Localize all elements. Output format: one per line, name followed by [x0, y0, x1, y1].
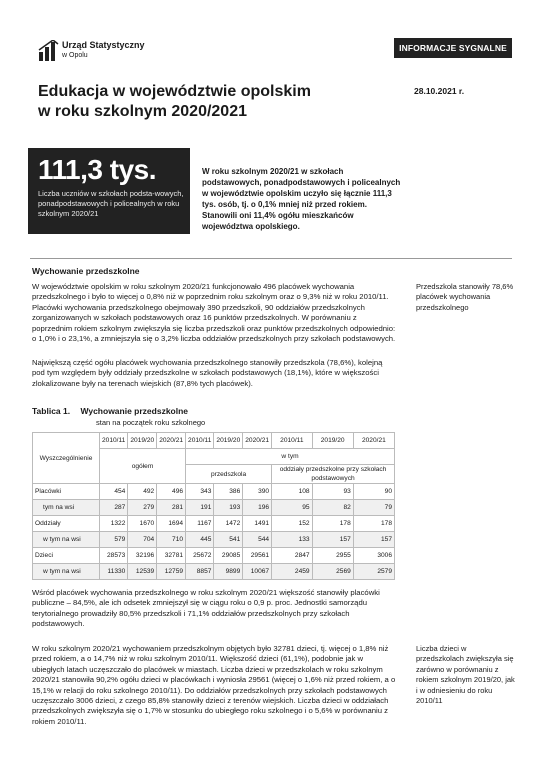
table-cell: 2847	[272, 548, 313, 564]
table-cell: 25672	[186, 548, 214, 564]
lead-summary: W roku szkolnym 2020/21 w szkołach podstawowych, ponadpodstawowych i policealnych w województwie opolskim uczyło się łącznie 111,3 tys. osób, tj. o 0,1% mniej niż przed rokiem. Stanowili oni 11,4% ogółu mieszkańców województwa opolskiego.	[202, 167, 401, 231]
title-line-1: Edukacja w województwie opolskim	[38, 83, 311, 100]
table-cell: 152	[272, 516, 313, 532]
table-cell: 12759	[157, 564, 186, 580]
table-cell: 1694	[157, 516, 186, 532]
table-cell: 8857	[186, 564, 214, 580]
row-label: tym na wsi	[33, 500, 100, 516]
row-label: w tym na wsi	[33, 564, 100, 580]
table-cell: 9899	[214, 564, 243, 580]
table-cell: 191	[186, 500, 214, 516]
year-header: 2010/11	[100, 433, 128, 449]
year-header: 2019/20	[214, 433, 243, 449]
year-header: 2010/11	[186, 433, 214, 449]
table-cell: 2579	[353, 564, 394, 580]
table-cell: 343	[186, 484, 214, 500]
key-figure-number: 111,3 tys.	[38, 154, 157, 185]
org-location: w Opolu	[62, 52, 88, 59]
page-title	[38, 82, 338, 122]
section-heading: Wychowanie przedszkolne	[32, 266, 140, 276]
table-cell: 3006	[353, 548, 394, 564]
data-table	[32, 432, 395, 580]
table-cell: 133	[272, 532, 313, 548]
table-row	[33, 500, 395, 516]
table-cell: 445	[186, 532, 214, 548]
row-label: Oddziały	[33, 516, 100, 532]
table-cell: 2569	[312, 564, 353, 580]
table-cell: 710	[157, 532, 186, 548]
paragraph-1: W województwie opolskim w roku szkolnym 2020/21 funkcjonowało 496 placówek wychowania przedszkolnego i było to więcej o 0,8% niż w poprzednim roku szkolnym oraz o 9,3% niż w roku 2010/11. Placówki wychowania przedszkolnego obejmowały 390 przedszkoli, 90 oddziałów przedszkolnych zorganizowanych w szkołach podstawowych oraz 16 punktów przedszkolnych. W porównaniu z poprzednim rokiem szkolnym zwiększyła się liczba przedszkoli oraz punktów przedszkolnych odpowiednio: o 1,0% i o 23,1%, a zmniejszyła się o 3,2% liczba oddziałów przedszkolnych przy szkołach podstawowych.	[32, 282, 396, 344]
table-cell: 1322	[100, 516, 128, 532]
paragraph-2: Największą część ogółu placówek wychowania przedszkolnego stanowiły przedszkola (78,6%), kolejną pod tym względem były oddziały przedszkolne w szkołach podstawowych (18,1%), które w większości zlokalizowane były na terenach wiejskich (87,8% tych placówek).	[32, 358, 383, 388]
table-cell: 544	[243, 532, 272, 548]
publication-date: 28.10.2021 r.	[414, 86, 465, 96]
table-row	[33, 548, 395, 564]
title-line-2: w roku szkolnym 2020/2021	[38, 103, 247, 120]
table-cell: 196	[243, 500, 272, 516]
table-cell: 28573	[100, 548, 128, 564]
year-header: 2020/21	[353, 433, 394, 449]
table-cell: 12539	[128, 564, 157, 580]
col-header-kindergartens: przedszkola	[186, 465, 272, 484]
table-cell: 1167	[186, 516, 214, 532]
table-cell: 454	[100, 484, 128, 500]
table-cell: 108	[272, 484, 313, 500]
year-header: 2019/20	[128, 433, 157, 449]
table-cell: 496	[157, 484, 186, 500]
table-cell: 281	[157, 500, 186, 516]
statistics-office-logo-icon	[38, 40, 60, 62]
table-cell: 157	[353, 532, 394, 548]
table-cell: 1491	[243, 516, 272, 532]
table-cell: 11330	[100, 564, 128, 580]
paragraph-4: W roku szkolnym 2020/21 wychowaniem przedszkolnym objętych było 32781 dzieci, tj. więcej o 1,8% niż przed rokiem, a o 14,7% niż w roku szkolnym 2010/11. Większość dzieci (61,1%), podobnie jak w ubiegłych latach uczęszczało do placówek w miastach. Liczba dzieci w przedszkolach w roku szkolnym 2020/21 stanowiła 90,2% ogółu dzieci w placówkach i wyniosła 29561 (więcej o 1,6% niż przed rokiem, a o 15,1% w relacji do roku szkolnego 2010/11). Do oddziałów przedszkolnych przy szkołach podstawowych uczęszczało 3006 dzieci, z czego 85,8% stanowiły dzieci z terenów wiejskich. Liczba dzieci w oddziałach przedszkolnych zwiększyła się o 1,7% w stosunku do ubiegłego roku szkolnego i o 5,6% w porównaniu z rokiem 2010/11.	[32, 644, 396, 726]
year-header: 2020/21	[157, 433, 186, 449]
table-cell: 90	[353, 484, 394, 500]
table-cell: 541	[214, 532, 243, 548]
table-cell: 157	[312, 532, 353, 548]
table-cell: 29561	[243, 548, 272, 564]
table-cell: 178	[353, 516, 394, 532]
publication-type-badge: INFORMACJE SYGNALNE	[394, 38, 512, 58]
col-header-school-sections: oddziały przedszkolne przy szkołach podstawowych	[272, 465, 395, 484]
table-cell: 79	[353, 500, 394, 516]
table-caption	[32, 406, 188, 416]
table-cell: 386	[214, 484, 243, 500]
table-cell: 178	[312, 516, 353, 532]
table-cell: 29085	[214, 548, 243, 564]
table-cell: 95	[272, 500, 313, 516]
table-cell: 1670	[128, 516, 157, 532]
table-cell: 279	[128, 500, 157, 516]
office-logo	[38, 40, 145, 70]
col-header-of-which: w tym	[186, 449, 395, 465]
table-cell: 10067	[243, 564, 272, 580]
year-header: 2020/21	[243, 433, 272, 449]
year-header: 2019/20	[312, 433, 353, 449]
org-name: Urząd Statystyczny	[62, 40, 145, 50]
row-label: Dzieci	[33, 548, 100, 564]
key-figure-box	[28, 148, 190, 234]
paragraph-3: Wśród placówek wychowania przedszkolnego w roku szkolnym 2020/21 większość stanowiły placówki publiczne – 84,5%, ale ich odsetek zmniejszył się w ciągu roku o 0,9 p. proc. Jednostki samorządu terytorialnego prowadziły 80,5% przedszkoli i 71,1% oddziałów przedszkolnych przy szkołach podstawowych.	[32, 588, 380, 629]
table-row	[33, 484, 395, 500]
key-figure-caption: Liczba uczniów w szkołach podsta-wowych, ponadpodstawowych i policealnych w roku szkolnym 2020/21	[38, 189, 184, 218]
col-header-total: ogółem	[100, 449, 186, 484]
table-row	[33, 564, 395, 580]
row-label: w tym na wsi	[33, 532, 100, 548]
table-cell: 390	[243, 484, 272, 500]
side-note-1: Przedszkola stanowiły 78,6% placówek wychowania przedszkolnego	[416, 282, 514, 312]
table-cell: 32196	[128, 548, 157, 564]
table-row	[33, 532, 395, 548]
table-cell: 193	[214, 500, 243, 516]
table-cell: 704	[128, 532, 157, 548]
table-subtitle: stan na początek roku szkolnego	[96, 418, 206, 427]
side-note-2: Liczba dzieci w przedszkolach zwiększyła się zarówno w porównaniu z rokiem szkolnym 2019/20, jak i w odniesieniu do roku 2010/11	[416, 644, 515, 706]
table-row	[33, 516, 395, 532]
table-cell: 2459	[272, 564, 313, 580]
table-cell: 579	[100, 532, 128, 548]
table-cell: 1472	[214, 516, 243, 532]
divider	[30, 258, 512, 259]
year-header: 2010/11	[272, 433, 313, 449]
col-header-desc: Wyszczególnienie	[33, 433, 100, 484]
table-cell: 32781	[157, 548, 186, 564]
table-cell: 2955	[312, 548, 353, 564]
table-cell: 287	[100, 500, 128, 516]
row-label: Placówki	[33, 484, 100, 500]
table-label: Tablica 1.	[32, 406, 71, 416]
table-cell: 93	[312, 484, 353, 500]
table-cell: 82	[312, 500, 353, 516]
table-cell: 492	[128, 484, 157, 500]
table-title: Wychowanie przedszkolne	[80, 406, 189, 416]
